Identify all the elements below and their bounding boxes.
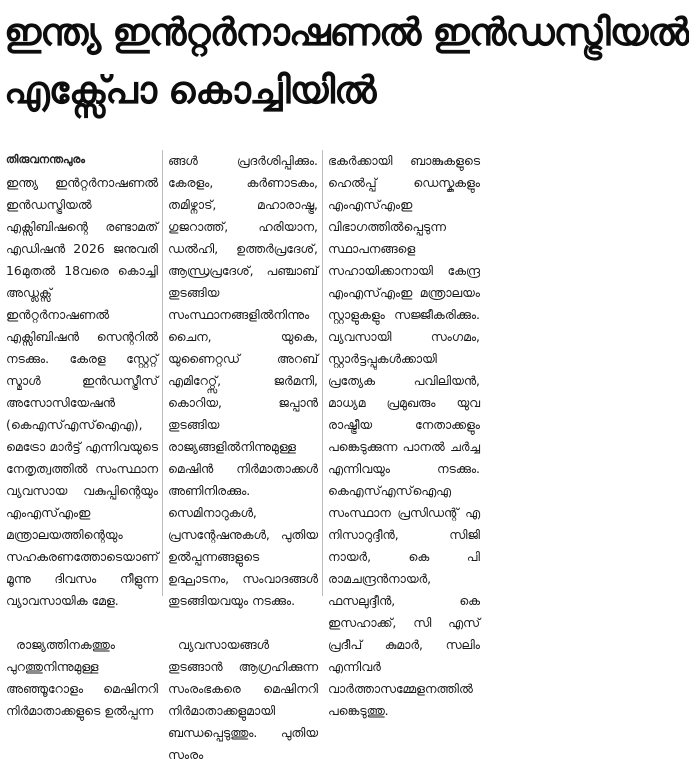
- paragraph: ഇന്ത്യ ഇൻറ്റർനാഷണൽ ഇൻഡസ്ട്രിയൽ എക്സിബിഷന്റെ രണ്ടാമത് എഡിഷൻ 2026 ജനുവരി 16മുതൽ 18വരെ കൊച്ചി അഡ്ലക്സ് ഇൻറ്റർനാഷണൽ എക്സിബിഷൻ സെന്ററിൽ നടക്കും. കേരള സ്റ്റേറ്റ് സ്മാൾ ഇൻഡസ്ട്രീസ് അസോസിയേഷൻ (കെഎസ്എസ്ഐഎ), മെട്രോ മാർട്ട് എന്നിവയുടെ നേതൃത്വത്തിൽ സംസ്ഥാന വ്യവസായ വകുപ്പിന്റെയും എംഎസ്എംഇ മന്ത്രാലയത്തിന്റെയും സഹകരണത്തോടെയാണ് മൂന്നു ദിവസം നീളുന്ന വ്യാവസായിക മേള.: [6, 175, 159, 608]
- headline-line-2: എക്സ്പോ കൊച്ചിയിൽ: [4, 68, 376, 112]
- headline: [4, 4, 689, 120]
- article-column-1: [6, 172, 158, 722]
- article-column-2: [168, 150, 318, 766]
- paragraph: ങ്ങൾ പ്രദർശിപ്പിക്കും. കേരളം, കർണാടകം, തമിഴ്നാട്, മഹാരാഷ്ട്ര, ഗുജറാത്ത്, ഹരിയാന, ഡൽഹി, ഉത്തർപ്രദേശ്, ആന്ധ്രപ്രദേശ്, പഞ്ചാബ് തുടങ്ങിയ സംസ്ഥാനങ്ങളിൽനിന്നും ചൈന, യുകെ, യുണൈറ്റഡ് അറബ് എമിറേറ്റ്സ്, ജർമനി, കൊറിയ, ജപ്പാൻ തുടങ്ങിയ രാജ്യങ്ങളിൽനിന്നുമുള്ള മെഷിൻ നിർമാതാക്കൾ അണിനിരക്കും. സെമിനാറുകൾ, പ്രസന്റേഷനുകൾ, പുതിയ ഉൽപ്പന്നങ്ങളുടെ ഉദ്ഘാടനം, സംവാദങ്ങൾ തുടങ്ങിയവയും നടക്കും.: [168, 153, 318, 608]
- column-divider: [322, 150, 323, 596]
- paragraph: ഭകർക്കായി ബാങ്കുകളുടെ ഹെൽപ്പ് ഡെസ്കുകളും എംഎസ്എംഇ വിഭാഗത്തിൽപ്പെടുന്ന സ്ഥാപനങ്ങളെ സഹായിക്കാനായി കേന്ദ്ര എംഎസ്എംഇ മന്ത്രാലയം സ്റ്റാളുകളും സജ്ജീകരിക്കും. വ്യവസായി സംഗമം, സ്റ്റാർട്ടപ്പുകൾക്കായി പ്രത്യേക പവിലിയൻ, മാധ്യമ പ്രമുഖരും യുവ രാഷ്ട്രീയ നേതാക്കളും പങ്കെടുക്കുന്ന പാനൽ ചർച്ച എന്നിവയും നടക്കും. കെഎസ്എസ്ഐഎ സംസ്ഥാന പ്രസിഡന്റ് എ നിസാറുദ്ദീൻ, സിജി നായർ, കെ പി രാമചന്ദ്രൻനായർ, ഫസലുദ്ദീൻ, കെ ഇസഹാക്ക്, സി എസ് പ്രദീപ് കുമാർ, സലിം എന്നിവർ വാർത്താസമ്മേളനത്തിൽ പങ്കെടുത്തു.: [328, 153, 480, 718]
- column-divider: [162, 150, 163, 596]
- dateline: തിരുവനന്തപുരം: [6, 153, 85, 166]
- headline-line-1: ഇന്ത്യ ഇൻറ്റർനാഷണൽ ഇൻഡസ്ട്രിയൽ: [4, 10, 689, 54]
- paragraph: വ്യവസായങ്ങൾ തുടങ്ങാൻ ആഗ്രഹിക്കുന്ന സംരംഭകരെ മെഷിനറി നിർമാതാക്കളുമായി ബന്ധപ്പെടുത്തും. പുതിയ സംരം: [168, 637, 318, 762]
- paragraph: രാജ്യത്തിനകത്തും പുറത്തുനിന്നുമുള്ള അഞ്ഞൂറോളം മെഷിനറി നിർമാതാക്കളുടെ ഉൽപ്പന്ന: [6, 637, 158, 718]
- article-column-3: [328, 150, 480, 722]
